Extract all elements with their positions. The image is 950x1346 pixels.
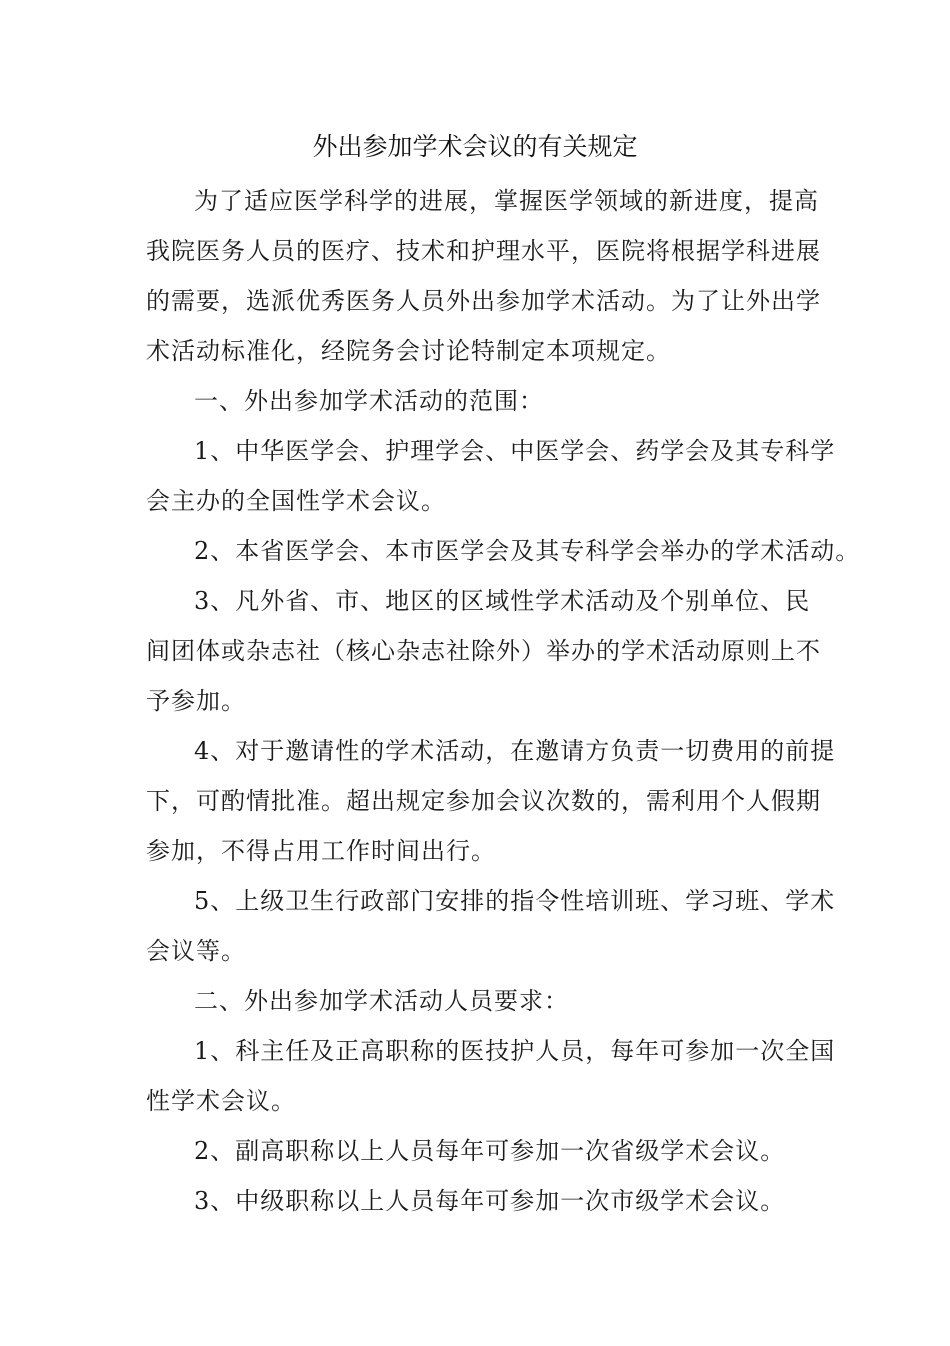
list-item: 2、本省医学会、本市医学会及其专科学会举办的学术活动。 [194,537,861,565]
list-item-continuation: 性学术会议。 [146,1087,296,1115]
section-heading: 一、外出参加学术活动的范围： [194,387,544,415]
list-item: 2、副高职称以上人员每年可参加一次省级学术会议。 [194,1137,786,1165]
list-item: 5、上级卫生行政部门安排的指令性培训班、学习班、学术 [194,887,836,915]
body-line: 为了适应医学科学的进展，掌握医学领域的新进度，提高 [194,187,819,215]
list-item-continuation: 会议等。 [146,937,246,965]
list-item-continuation: 下，可酌情批准。超出规定参加会议次数的，需利用个人假期 [146,787,821,815]
list-item: 1、科主任及正高职称的医技护人员，每年可参加一次全国 [194,1037,836,1065]
list-item-continuation: 参加，不得占用工作时间出行。 [146,837,496,865]
list-item-continuation: 会主办的全国性学术会议。 [146,487,446,515]
document-body [146,176,861,1226]
list-item: 3、中级职称以上人员每年可参加一次市级学术会议。 [194,1187,786,1215]
list-item: 3、凡外省、市、地区的区域性学术活动及个别单位、民 [194,587,811,615]
body-line: 的需要，选派优秀医务人员外出参加学术活动。为了让外出学 [146,287,821,315]
list-item: 1、中华医学会、护理学会、中医学会、药学会及其专科学 [194,437,836,465]
list-item-continuation: 间团体或杂志社（核心杂志社除外）举办的学术活动原则上不 [146,637,821,665]
list-item-continuation: 予参加。 [146,687,246,715]
list-item: 4、对于邀请性的学术活动，在邀请方负责一切费用的前提 [194,737,836,765]
document-title: 外出参加学术会议的有关规定 [312,132,638,161]
section-heading: 二、外出参加学术活动人员要求： [194,987,569,1015]
body-line: 我院医务人员的医疗、技术和护理水平，医院将根据学科进展 [146,237,821,265]
body-line: 术活动标准化，经院务会讨论特制定本项规定。 [146,337,671,365]
